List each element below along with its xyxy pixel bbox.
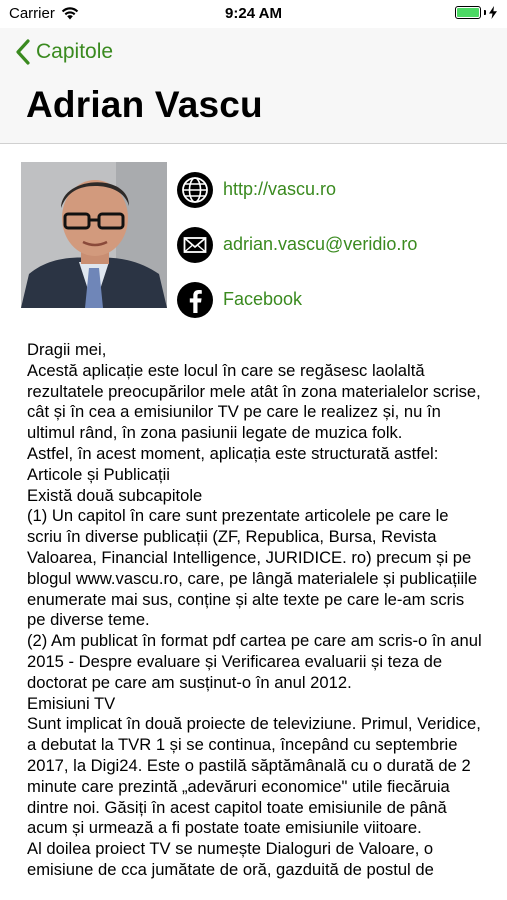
battery-icon xyxy=(455,6,481,19)
paragraph: Sunt implicat în două proiecte de televiziune. Primul, Veridice, a debutat la TVR 1 și se continua, începând cu septembrie 2017, la Digi24. Este o pastilă săptămânală cu o durată de 2 minute care prezintă „adevăruri economice" utile fiecăruia dintre noi. Găsiți în acest capitol toate emisiunile de până acum și urmează a fi postate toate emisiunile viitoare. xyxy=(27,714,481,838)
status-time: 9:24 AM xyxy=(225,5,282,22)
portrait-illustration xyxy=(21,162,167,308)
contact-links xyxy=(177,162,497,327)
carrier-label: Carrier xyxy=(9,5,55,22)
back-button[interactable] xyxy=(14,38,113,66)
website-link[interactable]: http://vascu.ro xyxy=(223,179,337,199)
email-link-row[interactable] xyxy=(177,217,497,272)
website-link-row[interactable] xyxy=(177,162,497,217)
paragraph: (1) Un capitol în care sunt prezentate articolele pe care le scriu în diverse publicații (ZF, Republica, Bursa, Revista Valoarea, Financial Intelligence, JURIDICE. ro) precum și pe blogul www.vascu.ro, care, pe lângă materialele și publicațiile enumerate mai sus, conține și alte texte pe care le-am scris pe diverse teme. xyxy=(27,506,478,630)
facebook-icon xyxy=(177,282,213,318)
section-heading: Articole și Publicații xyxy=(27,464,170,484)
charging-bolt-icon xyxy=(489,6,497,19)
battery-cap xyxy=(484,10,486,15)
section-heading: Emisiuni TV xyxy=(27,693,116,713)
back-label: Capitole xyxy=(36,40,114,63)
paragraph: Acestă aplicație este locul în care se regăsesc laolaltă rezultatele preocupărilor mele atât în zona materialelor scrise, cât și în cea a emisiunilor TV pe care le realizez și, nu în ultimul rând, în zona pasiunii legate de muzica folk. xyxy=(27,360,481,443)
paragraph: (2) Am publicat în format pdf cartea pe care am scris-o în anul 2015 - Despre evaluare și Verificarea evaluarii și teza de doctorat pe care am susținut-o în anul 2012. xyxy=(27,631,482,692)
paragraph: Există două subcapitole xyxy=(27,485,203,505)
globe-icon xyxy=(177,172,213,208)
email-link[interactable]: adrian.vascu@veridio.ro xyxy=(223,234,418,254)
chapter-text xyxy=(27,340,487,880)
page-title: Adrian Vascu xyxy=(26,84,263,125)
paragraph: Astfel, în acest moment, aplicația este structurată astfel: xyxy=(27,443,439,463)
profile-photo xyxy=(21,162,167,308)
status-bar xyxy=(0,0,507,28)
battery-indicator xyxy=(455,6,497,19)
navigation-bar xyxy=(0,28,507,144)
envelope-icon xyxy=(177,227,213,263)
paragraph: Al doilea proiect TV se numește Dialoguri de Valoare, o emisiune de cca jumătate de oră, gazduită de postul de xyxy=(27,839,434,879)
facebook-link[interactable]: Facebook xyxy=(223,289,303,309)
battery-fill xyxy=(457,8,479,17)
facebook-link-row[interactable] xyxy=(177,272,497,327)
paragraph: Dragii mei, xyxy=(27,340,107,359)
chevron-left-icon xyxy=(14,38,32,66)
